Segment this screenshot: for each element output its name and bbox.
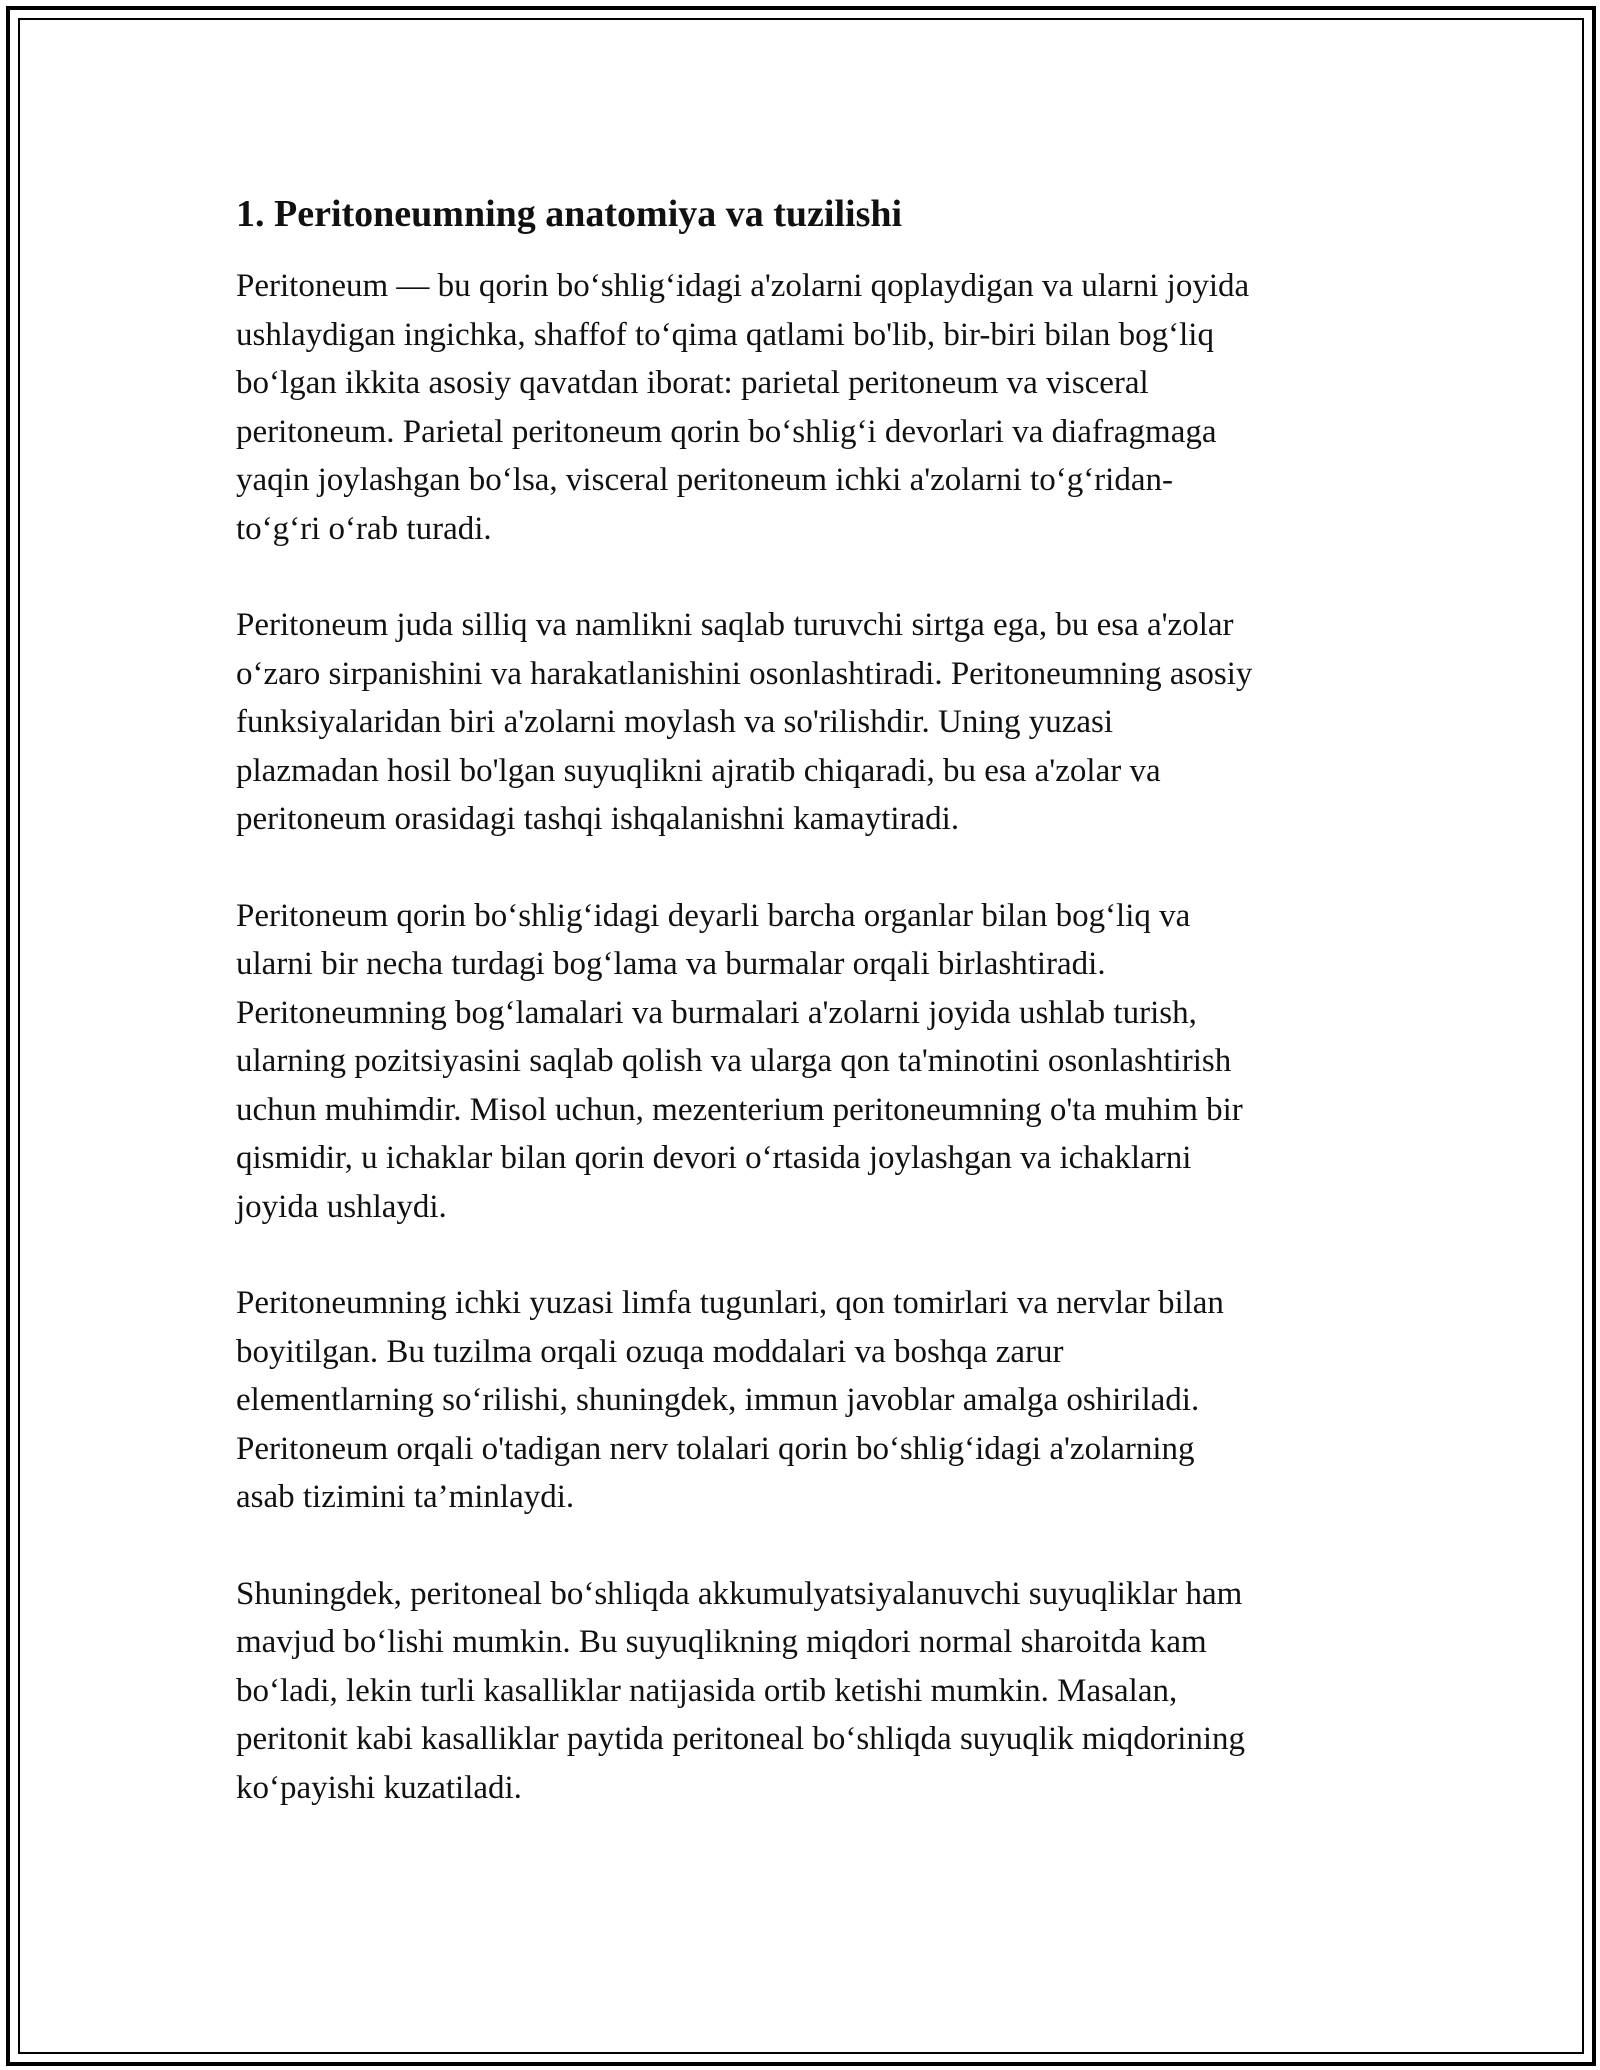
paragraph-4: Peritoneumning ichki yuzasi limfa tugunlari, qon tomirlari va nervlar bilan boyitilgan. Bu tuzilma orqali ozuqa moddalari va boshqa zarur elementlarning so‘rilishi, shuningdek, immun javoblar amalga oshiriladi. Peritoneum orqali o'tadigan nerv tolalari qorin bo‘shlig‘idagi a'zolarning asab tizimini ta’minlaydi. bbox=[236, 1285, 1224, 1515]
section-heading: 1. Peritoneumning anatomiya va tuzilishi bbox=[236, 193, 903, 235]
paragraph-3: Peritoneum qorin bo‘shlig‘idagi deyarli barcha organlar bilan bog‘liq va ularni bir necha turdagi bog‘lama va burmalar orqali birlashtiradi. Peritoneumning bog‘lamalari va burmalari a'zolarni joyida ushlab turish, ularning pozitsiyasini saqlab qolish va ularga qon ta'minotini osonlashtirish uchun muhimdir. Misol uchun, mezenterium peritoneumning o'ta muhim bir qismidir, u ichaklar bilan qorin devori o‘rtasida joylashgan va ichaklarni joyida ushlaydi. bbox=[236, 897, 1243, 1225]
paragraph-5: Shuningdek, peritoneal bo‘shliqda akkumulyatsiyalanuvchi suyuqliklar ham mavjud bo‘lishi mumkin. Bu suyuqlikning miqdori normal sharoitda kam bo‘ladi, lekin turli kasalliklar natijasida ortib ketishi mumkin. Masalan, peritonit kabi kasalliklar paytida peritoneal bo‘shliqda suyuqlik miqdorining ko‘payishi kuzatiladi. bbox=[236, 1575, 1246, 1806]
paragraph-1: Peritoneum — bu qorin bo‘shlig‘idagi a'zolarni qoplaydigan va ularni joyida ushlaydigan ingichka, shaffof to‘qima qatlami bo'lib, bir-biri bilan bog‘liq bo‘lgan ikkita asosiy qavatdan iborat: parietal peritoneum va visceral peritoneum. Parietal peritoneum qorin bo‘shlig‘i devorlari va diafragmaga yaqin joylashgan bo‘lsa, visceral peritoneum ichki a'zolarni to‘g‘ridan- to‘g‘ri o‘rab turadi. bbox=[236, 268, 1250, 547]
paragraph-2: Peritoneum juda silliq va namlikni saqlab turuvchi sirtga ega, bu esa a'zolar o‘zaro sirpanishini va harakatlanishini osonlashtiradi. Peritoneumning asosiy funksiyalaridan biri a'zolarni moylash va so'rilishdir. Uning yuzasi plazmadan hosil bo'lgan suyuqlikni ajratib chiqaradi, bu esa a'zolar va peritoneum orasidagi tashqi ishqalanishni kamaytiradi. bbox=[236, 607, 1253, 837]
document-body bbox=[236, 190, 1376, 1860]
